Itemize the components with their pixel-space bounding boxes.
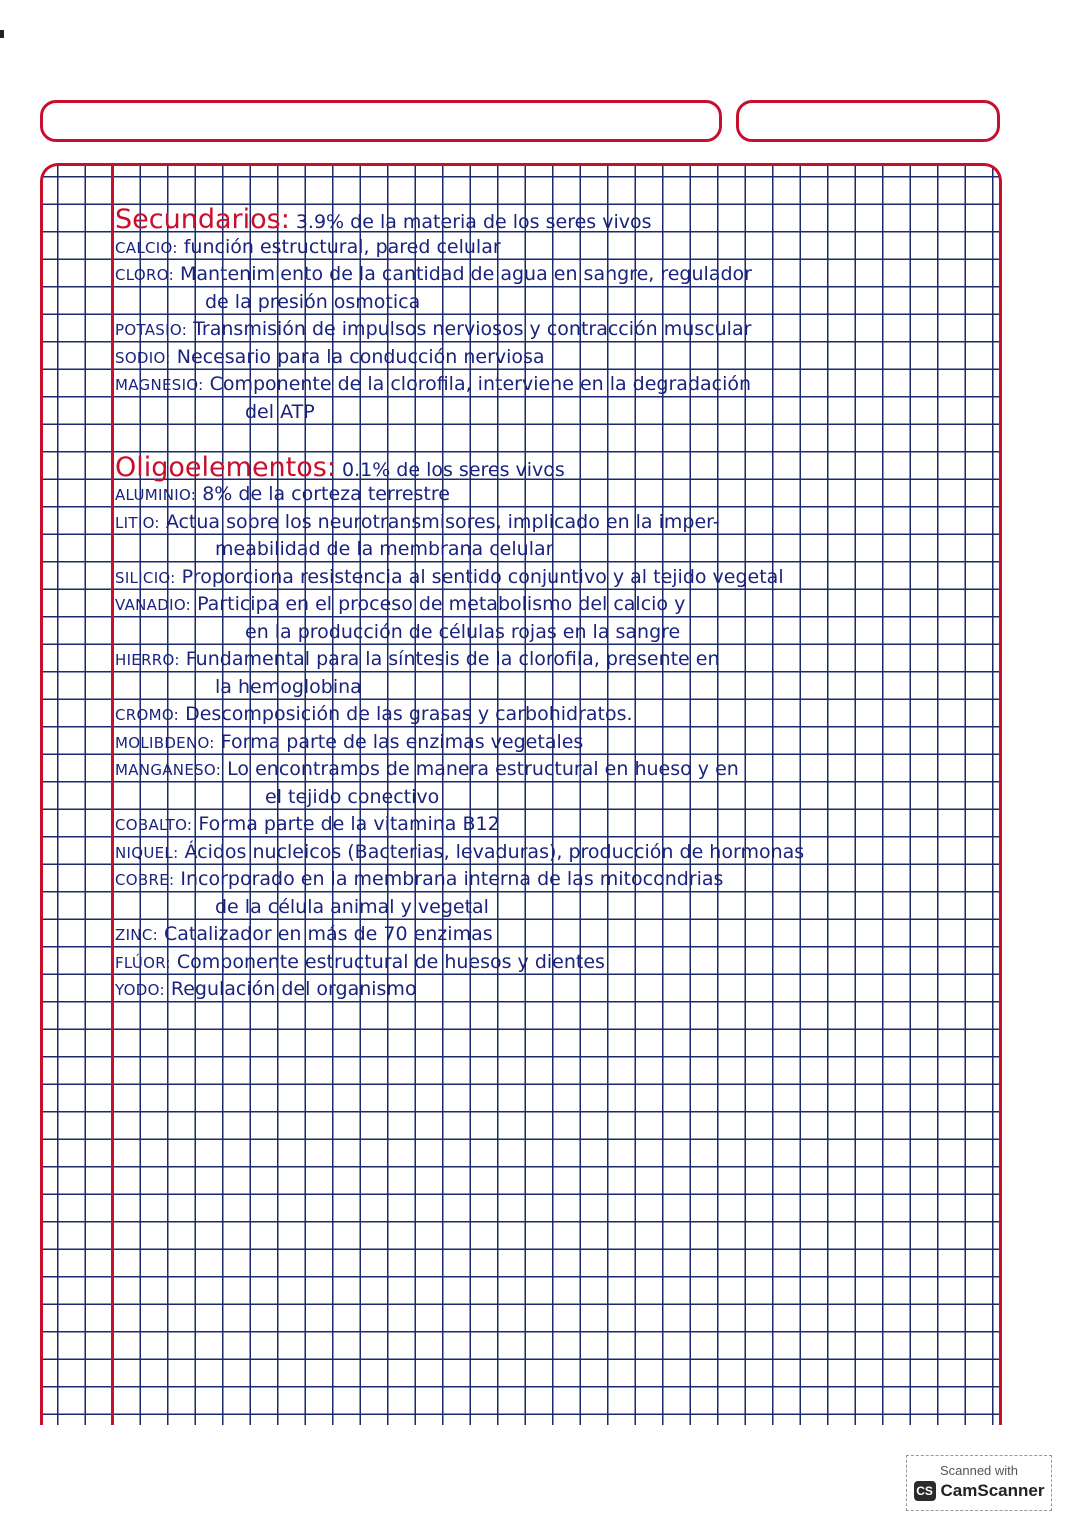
oligo-list [115,481,985,1004]
element-name: COBALTO: [115,816,193,834]
element-description: Componente estructural de huesos y dientes [176,950,605,973]
oligo-heading-line [115,451,985,483]
element-description: Forma parte de la vitamina B12 [198,813,500,835]
element-name: NIQUEL: [115,843,179,862]
element-description: 8% de la corteza terrestre [202,483,450,505]
element-name: MAGNESIO: [115,376,204,394]
element-name: HIERRO: [115,651,180,669]
element-name: VANADIO: [115,596,192,614]
element-name: ZINC: [115,926,158,944]
element-name: CLORO: [115,266,174,284]
element-entry [115,811,985,839]
element-description: función estructural, pared celular [183,235,501,258]
element-entry [115,234,985,262]
element-name: FLÚOR: [115,953,171,972]
element-description: Mantenimiento de la cantidad de agua en sangre, regulador [179,263,752,285]
element-entry [115,564,985,592]
element-entry [115,949,985,977]
entry-continuation: de la presión osmotica [205,290,421,313]
element-description: Necesario para la conducción nerviosa [176,345,545,368]
element-entry [115,509,985,537]
oligo-heading: Oligoelementos: [115,451,336,483]
camscanner-logo-icon: CS [914,1481,936,1501]
element-entry [115,921,985,949]
secondary-heading-line [115,206,985,234]
secondary-list [115,234,985,427]
element-description: Participa en el proceso de metabolismo del calcio y [197,593,686,615]
date-box [736,100,1000,142]
element-name: COBRE: [115,871,175,889]
element-entry [115,729,985,757]
entry-continuation: del ATP [245,400,315,423]
element-name: LITIO: [115,513,160,532]
element-entry [115,591,985,619]
element-description: Actua sobre los neurotransmisores, implicado en la imper- [165,510,720,533]
element-description: Lo encontramos de manera estructural en hueso y en [227,758,739,780]
element-name: MANGANESO: [115,761,222,779]
element-description: Ácidos nucleicos (Bacterias, levaduras), producción de hormonas [184,840,805,863]
element-name: CROMO: [115,706,180,724]
red-margin-line [111,166,114,1425]
element-name: POTASIO: [115,321,188,339]
element-name: ALUMINIO: [115,486,197,504]
element-entry [115,839,985,867]
element-name: SILICIO: [115,568,176,587]
entry-continuation: de la célula animal y vegetal [215,895,489,918]
scan-edge-mark [0,30,4,38]
oligo-intro: 0.1% de los seres vivos [341,458,565,481]
element-description: Catalizador en más de 70 enzimas [164,923,493,945]
section-gap [115,426,985,454]
secondary-heading: Secundarios: [115,204,290,235]
element-description: Incorporado en la membrana interna de las mitocondrias [180,868,724,890]
secondary-intro: 3.9% de la materia de los seres vivos [295,211,652,233]
watermark-brand-row [907,1481,1051,1501]
entry-continuation: en la producción de células rojas en la sangre [245,620,681,643]
element-description: Proporciona resistencia al sentido conjuntivo y al tejido vegetal [181,565,784,588]
watermark-brand: CamScanner [940,1481,1045,1500]
camscanner-watermark [906,1455,1052,1511]
title-box [40,100,722,142]
element-entry [115,756,985,784]
element-entry [115,976,985,1004]
element-entry [115,316,985,344]
entry-continuation: la hemoglobina [215,675,362,698]
element-entry [115,646,985,674]
element-description: Componente de la clorofila, interviene en la degradación [209,373,752,395]
element-entry [115,344,985,372]
element-name: SODIO: [115,348,171,367]
watermark-caption: Scanned with [939,1463,1019,1478]
notes-content [115,206,985,1004]
element-name: CALCIO: [115,238,178,257]
element-description: Transmisión de impulsos nerviosos y contracción muscular [193,318,752,340]
element-entry [115,261,985,289]
element-name: YODO: [115,981,165,999]
entry-continuation: el tejido conectivo [265,785,440,808]
element-description: Fundamental para la síntesis de la clorofila, presente en [185,648,720,670]
element-entry [115,371,985,399]
element-description: Forma parte de las enzimas vegetales [220,730,584,753]
element-entry [115,481,985,509]
element-name: MOLIBDENO: [115,733,215,752]
grid-paper [40,163,1002,1425]
element-description: Regulación del organismo [170,978,417,1000]
entry-continuation: meabilidad de la membrana celular [215,538,554,560]
element-entry [115,866,985,894]
element-description: Descomposición de las grasas y carbohidratos. [185,703,633,725]
element-entry [115,701,985,729]
